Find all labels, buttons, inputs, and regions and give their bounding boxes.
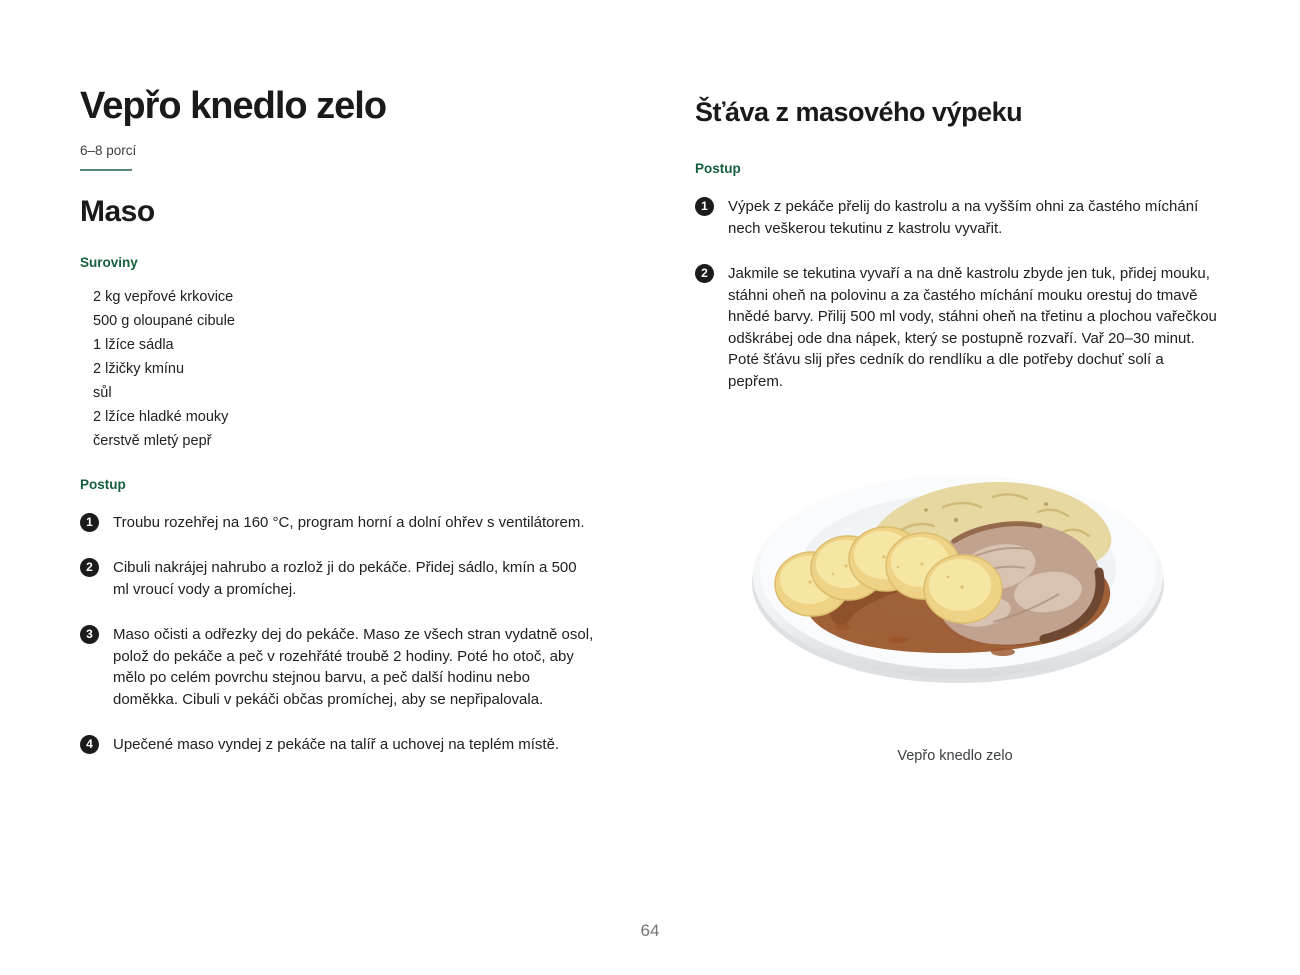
steps-list: [80, 512, 612, 756]
step-number-badge: 2: [80, 558, 99, 577]
recipe-left-column: [80, 86, 612, 780]
servings-label: 6–8 porcí: [80, 142, 137, 158]
recipe-title: Vepřo knedlo zelo: [80, 85, 387, 127]
step-item: [80, 557, 612, 600]
step-item: [695, 196, 1240, 239]
step-number-badge: 2: [695, 264, 714, 283]
dish-photo: [748, 462, 1168, 697]
photo-caption: Vepřo knedlo zelo: [897, 748, 1013, 764]
plate-illustration: [748, 462, 1168, 697]
step-text: Cibuli nakrájej nahrubo a rozlož ji do pekáče. Přidej sádlo, kmín a 500 ml vroucí vody a promíchej.: [113, 559, 577, 598]
page-number: 64: [640, 921, 660, 940]
step-item: [80, 734, 612, 756]
step-text: Upečené maso vyndej z pekáče na talíř a uchovej na teplém místě.: [113, 736, 560, 754]
ingredients-list: [80, 285, 612, 453]
step-number-badge: 3: [80, 625, 99, 644]
step-text: Výpek z pekáče přelij do kastrolu a na vyšším ohni za častého míchání nech veškerou tekutinu z kastrolu vyvařit.: [728, 198, 1199, 237]
step-text: Jakmile se tekutina vyvaří a na dně kastrolu zbyde jen tuk, přidej mouku, stáhni oheň na polovinu a za častého míchání mouku orestuj do tmavě hnědé barvy. Přilij 500 ml vody, stáhni oheň na třetinu a plochou vařečkou odškrábej ode dna nápek, který se postupně rozvaří. Vař 20–30 minut. Poté šťávu slij přes cedník do rendlíku a dle potřeby dochuť solí a pepřem.: [728, 265, 1217, 390]
subrecipe-heading: Maso: [80, 194, 155, 228]
recipe-title: Šťáva z masového výpeku: [695, 97, 1023, 127]
ingredients-label: Suroviny: [80, 254, 138, 270]
steps-list: [695, 196, 1240, 392]
steps-label: Postup: [695, 161, 741, 177]
step-item: [80, 512, 612, 534]
ingredient-item: čerstvě mletý pepř: [93, 432, 212, 449]
ingredient-item: sůl: [93, 384, 112, 401]
recipe-right-column: [695, 97, 1240, 416]
ingredient-item: 2 lžíce hladké mouky: [93, 408, 229, 425]
steps-label: Postup: [80, 476, 126, 492]
step-number-badge: 4: [80, 735, 99, 754]
ingredient-item: 2 kg vepřové krkovice: [93, 288, 234, 305]
step-number-badge: 1: [695, 197, 714, 216]
servings-divider-rule: [80, 169, 132, 171]
ingredient-item: 1 lžíce sádla: [93, 336, 174, 353]
step-item: [695, 263, 1240, 392]
step-text: Maso očisti a odřezky dej do pekáče. Maso ze všech stran vydatně osol, polož do pekáče a peč v rozehřáté troubě 2 hodiny. Poté ho otoč, aby mělo po celém povrchu stejnou barvu, a peč další hodinu nebo doměkka. Cibuli v pekáči občas promíchej, aby se nepřipalovala.: [113, 626, 594, 708]
step-number-badge: 1: [80, 513, 99, 532]
ingredient-item: 2 lžičky kmínu: [93, 360, 185, 377]
step-text: Troubu rozehřej na 160 °C, program horní a dolní ohřev s ventilátorem.: [113, 513, 585, 531]
ingredient-item: 500 g oloupané cibule: [93, 312, 235, 329]
step-item: [80, 624, 612, 710]
